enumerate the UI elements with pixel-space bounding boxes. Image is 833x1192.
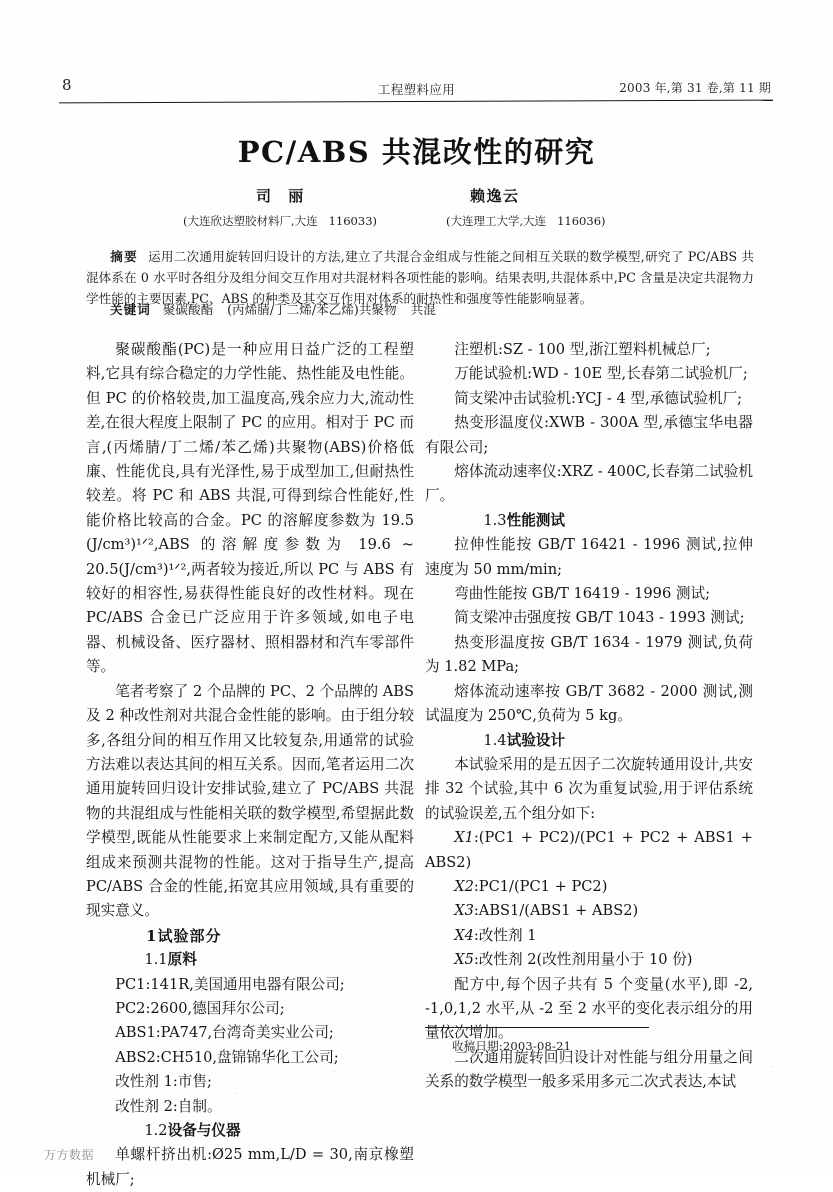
- material-item: ABS1:PA747,台湾奇美实业公司;: [115, 1024, 334, 1042]
- affiliation-1: (大连欣达塑胶材料厂,大连 116033): [183, 214, 377, 228]
- section-title-1-1: 原料: [167, 951, 197, 969]
- issue-info: 2003 年,第 31 卷,第 11 期: [619, 81, 771, 95]
- test-standard-item: 简支梁冲击强度按 GB/T 1043 - 1993 测试;: [454, 609, 745, 627]
- factor-item: [425, 875, 753, 899]
- material-item: ABS2:CH510,盘锦锦华化工公司;: [115, 1048, 339, 1066]
- abstract-text: 运用二次通用旋转回归设计的方法,建立了共混合金组成与性能之间相互关联的数学模型,研究了 PC/ABS 共混体系在 0 水平时各组分及组分间交互作用对共混材料各项性能的影响。结果表明,共混体系中,PC 含量是决定共混物力学性能的主要因素,PC、ABS 的种类及其交互作用对体系的耐热性和强度等性能影响显著。: [86, 249, 755, 306]
- equipment-item: 单螺杆挤出机:Ø25 mm,L/D = 30,南京橡塑机械厂;: [86, 1146, 414, 1188]
- equipment-item: 熔体流动速率仪:XRZ - 400C,长春第二试验机厂。: [425, 463, 753, 505]
- intro-paragraph-2: 笔者考察了 2 个品牌的 PC、2 个品牌的 ABS 及 2 种改性剂对共混合金性能的影响。由于组分较多,各组分间的相互作用又比较复杂,用通常的试验方法难以表达其间的相互关系。因而,笔者运用二次通用旋转回归设计安排试验,建立了 PC/ABS 共混物的共混组成与性能相关联的数学模型,希望据此数学模型,既能从性能要求上来制定配方,又能从配料组成来预测共混物的性能。这对于指导生产,提高 PC/ABS 合金的性能,拓宽其应用领域,具有重要的现实意义。: [86, 682, 414, 920]
- affiliation-list: [0, 213, 833, 231]
- keyword-3: 共混: [410, 302, 436, 317]
- scan-speckle: [333, 1070, 335, 1072]
- article-title: PC/ABS 共混改性的研究: [237, 135, 596, 169]
- section-heading-1: [86, 924, 414, 948]
- design-paragraph-3: 二次通用旋转回归设计对性能与组分用量之间关系的数学模型一般多采用多元二次式表达,本试: [425, 1048, 753, 1091]
- factor-symbol: X5: [454, 951, 474, 969]
- factor-item: [425, 924, 753, 948]
- design-paragraph-2: 配方中,每个因子共有 5 个变量(水平),即 -2, -1,0,1,2 水平,从 -2 至 2 水平的变化表示组分的用量依次增加。: [425, 975, 753, 1042]
- section-number-1-1: 1.1: [144, 951, 168, 969]
- scan-speckle: [583, 1093, 585, 1095]
- section-title-1-2: 设备与仪器: [167, 1122, 241, 1139]
- intro-paragraph-1: 聚碳酸酯(PC)是一种应用日益广泛的工程塑料,它具有综合稳定的力学性能、热性能及电性能。但 PC 的价格较贵,加工温度高,残余应力大,流动性差,在很大程度上限制了 PC 的应用。相对于 PC 而言,(丙烯腈/丁二烯/苯乙烯)共聚物(ABS)价格低廉、性能优良,具有光泽性,易于成型加工,但耐热性较差。将 PC 和 ABS 共混,可得到综合性能好,性能价格比较高的合金。PC 的溶解度参数为 19.5 (J/cm³)¹ᐟ²,ABS 的溶解度参数为 19.6 ~ 20.5(J/cm³)¹ᐟ²,两者较为接近,所以 PC 与 ABS 有较好的相容性,易获得性能良好的改性材料。现在 PC/ABS 合金已广泛应用于许多领域,如电子电器、机械设备、医疗器材、照相器材和汽车零部件等。: [86, 341, 414, 676]
- factor-symbol: X1: [454, 829, 474, 847]
- body-column-left: [86, 338, 414, 1192]
- factor-symbol: X3: [454, 902, 474, 920]
- factor-symbol: X4: [454, 926, 474, 944]
- author-name-1: 司 丽: [256, 187, 310, 205]
- section-number-1-2: 1.2: [144, 1122, 168, 1139]
- equipment-item: 热变形温度仪:XWB - 300A 型,承德宝华电器有限公司;: [425, 414, 753, 456]
- factor-definition: :(PC1 + PC2)/(PC1 + PC2 + ABS1 + ABS2): [425, 829, 753, 871]
- author-list: [0, 185, 833, 207]
- scan-speckle: [772, 1066, 774, 1068]
- section-heading-1-1: [86, 948, 414, 972]
- running-head: [62, 76, 771, 102]
- received-date: 收稿日期:2003-08-21: [452, 1039, 572, 1053]
- test-standard-item: 熔体流动速率按 GB/T 3682 - 2000 测试,测试温度为 250℃,负荷为 5 kg。: [425, 682, 753, 725]
- factor-definition: :ABS1/(ABS1 + ABS2): [473, 902, 639, 920]
- keywords-label: 关键词: [110, 302, 151, 317]
- journal-title: 工程塑料应用: [377, 82, 456, 97]
- material-item: 改性剂 2:自制。: [115, 1097, 222, 1115]
- material-item: PC2:2600,德国拜尔公司;: [115, 999, 285, 1017]
- factor-item: [425, 899, 753, 923]
- section-title-1-4: 试验设计: [506, 731, 565, 749]
- keywords-block: [110, 300, 750, 320]
- scan-speckle: [236, 1092, 238, 1094]
- test-standard-item: 拉伸性能按 GB/T 16421 - 1996 测试,拉伸速度为 50 mm/min;: [425, 536, 753, 578]
- section-number-1-3: 1.3: [483, 511, 507, 529]
- footnote-rule: [425, 1027, 649, 1028]
- section-title-1-3: 性能测试: [506, 511, 565, 529]
- equipment-item: 万能试验机:WD - 10E 型,长春第二试验机厂;: [454, 365, 748, 383]
- section-number-1-4: 1.4: [483, 731, 507, 749]
- factor-definition: :改性剂 1: [473, 926, 537, 944]
- factor-symbol: X2: [454, 877, 474, 895]
- section-heading-1-3: [425, 509, 753, 533]
- section-title-1: 试验部分: [157, 926, 222, 945]
- affiliation-2: (大连理工大学,大连 116036): [446, 214, 606, 228]
- abstract-label: 摘要: [110, 249, 138, 264]
- test-standard-item: 热变形温度按 GB/T 1634 - 1979 测试,负荷为 1.82 MPa;: [425, 633, 753, 676]
- equipment-item: 注塑机:SZ - 100 型,浙江塑料机械总厂;: [454, 341, 711, 358]
- material-item: PC1:141R,美国通用电器有限公司;: [115, 975, 345, 993]
- body-column-right: [425, 338, 753, 1095]
- header-rule: [59, 100, 773, 104]
- material-item: 改性剂 1:市售;: [115, 1073, 212, 1091]
- page-number: 8: [62, 76, 72, 94]
- author-name-2: 赖逸云: [470, 187, 520, 205]
- factor-item: [425, 948, 753, 972]
- factor-definition: :改性剂 2(改性剂用量小于 10 份): [473, 951, 693, 969]
- watermark-label: 万方数据: [44, 1148, 95, 1162]
- design-paragraph-1: 本试验采用的是五因子二次旋转通用设计,共安排 32 个试验,其中 6 次为重复试验,用于评估系统的试验误差,五个组分如下:: [425, 755, 753, 822]
- section-heading-1-4: [425, 729, 753, 753]
- keyword-1: 聚碳酸酯: [162, 302, 214, 317]
- test-standard-item: 弯曲性能按 GB/T 16419 - 1996 测试;: [454, 585, 710, 603]
- equipment-item: 简支梁冲击试验机:YCJ - 4 型,承德试验机厂;: [454, 389, 743, 407]
- keyword-2: (丙烯腈/丁二烯/苯乙烯)共聚物: [227, 302, 397, 317]
- section-heading-1-2: [86, 1119, 414, 1143]
- section-number-1: 1: [146, 926, 158, 945]
- factor-definition: :PC1/(PC1 + PC2): [473, 877, 608, 895]
- factor-item: [425, 826, 753, 875]
